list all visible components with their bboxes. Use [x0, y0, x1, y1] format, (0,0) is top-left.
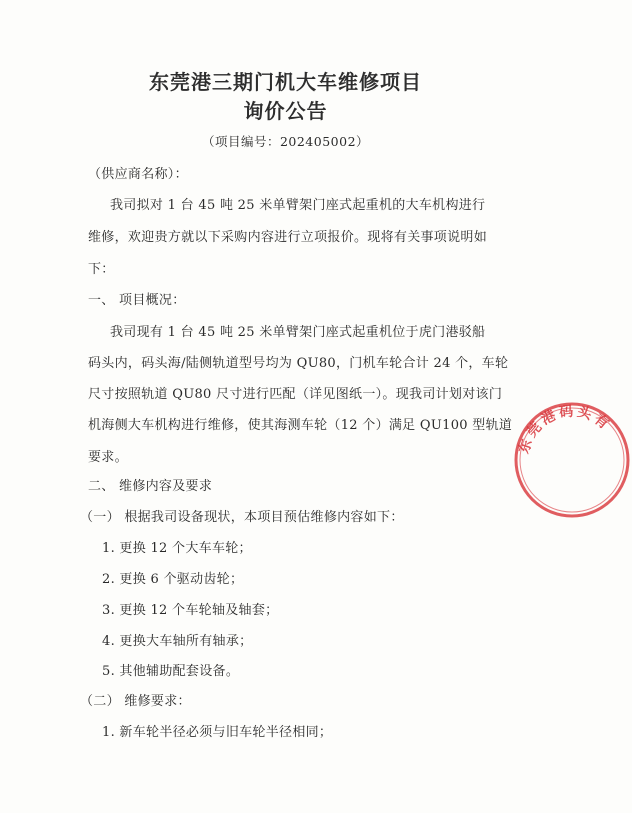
intro-line: 我司拟对 1 台 45 吨 25 米单臂架门座式起重机的大车机构进行: [110, 198, 486, 213]
paragraph-line: 机海侧大车机构进行维修，使其海测车轮（12 个）满足 QU100 型轨道: [88, 418, 513, 433]
document-subtitle: 询价公告: [243, 99, 328, 123]
intro-line: 下：: [88, 262, 115, 277]
document-title: 东莞港三期门机大车维修项目: [149, 70, 422, 94]
seal-text: 东莞港码头有: [516, 403, 614, 456]
project-code: （项目编号：202405002）: [201, 134, 370, 149]
list-item: 1. 新车轮半径必须与旧车轮半径相同；: [102, 725, 333, 740]
paragraph-line: 我司现有 1 台 45 吨 25 米单臂架门座式起重机位于虎门港驳船: [110, 325, 486, 340]
subsection-heading: （二） 维修要求：: [80, 694, 191, 709]
paragraph-line: 尺寸按照轨道 QU80 尺寸进行匹配（详见图纸一）。现我司计划对该门: [88, 387, 503, 402]
intro-line: 维修，欢迎贵方就以下采购内容进行立项报价。现将有关事项说明如: [88, 230, 488, 245]
section-heading: 二、 维修内容及要求: [88, 479, 213, 494]
list-item: 4. 更换大车轴所有轴承；: [102, 634, 253, 649]
list-item: 1. 更换 12 个大车车轮；: [102, 541, 252, 556]
section-heading: 一、 项目概况：: [88, 293, 186, 308]
supplier-line: （供应商名称）：: [88, 167, 188, 182]
subsection-heading: （一） 根据我司设备现状，本项目预估维修内容如下：: [80, 510, 404, 525]
list-item: 5. 其他辅助配套设备。: [102, 664, 240, 679]
paragraph-line: 码头内，码头海/陆侧轨道型号均为 QU80，门机车轮合计 24 个，车轮: [88, 356, 509, 371]
company-seal-stamp: [512, 400, 632, 520]
paragraph-line: 要求。: [88, 450, 128, 465]
list-item: 3. 更换 12 个车轮轴及轴套；: [102, 603, 279, 618]
list-item: 2. 更换 6 个驱动齿轮；: [102, 572, 244, 587]
